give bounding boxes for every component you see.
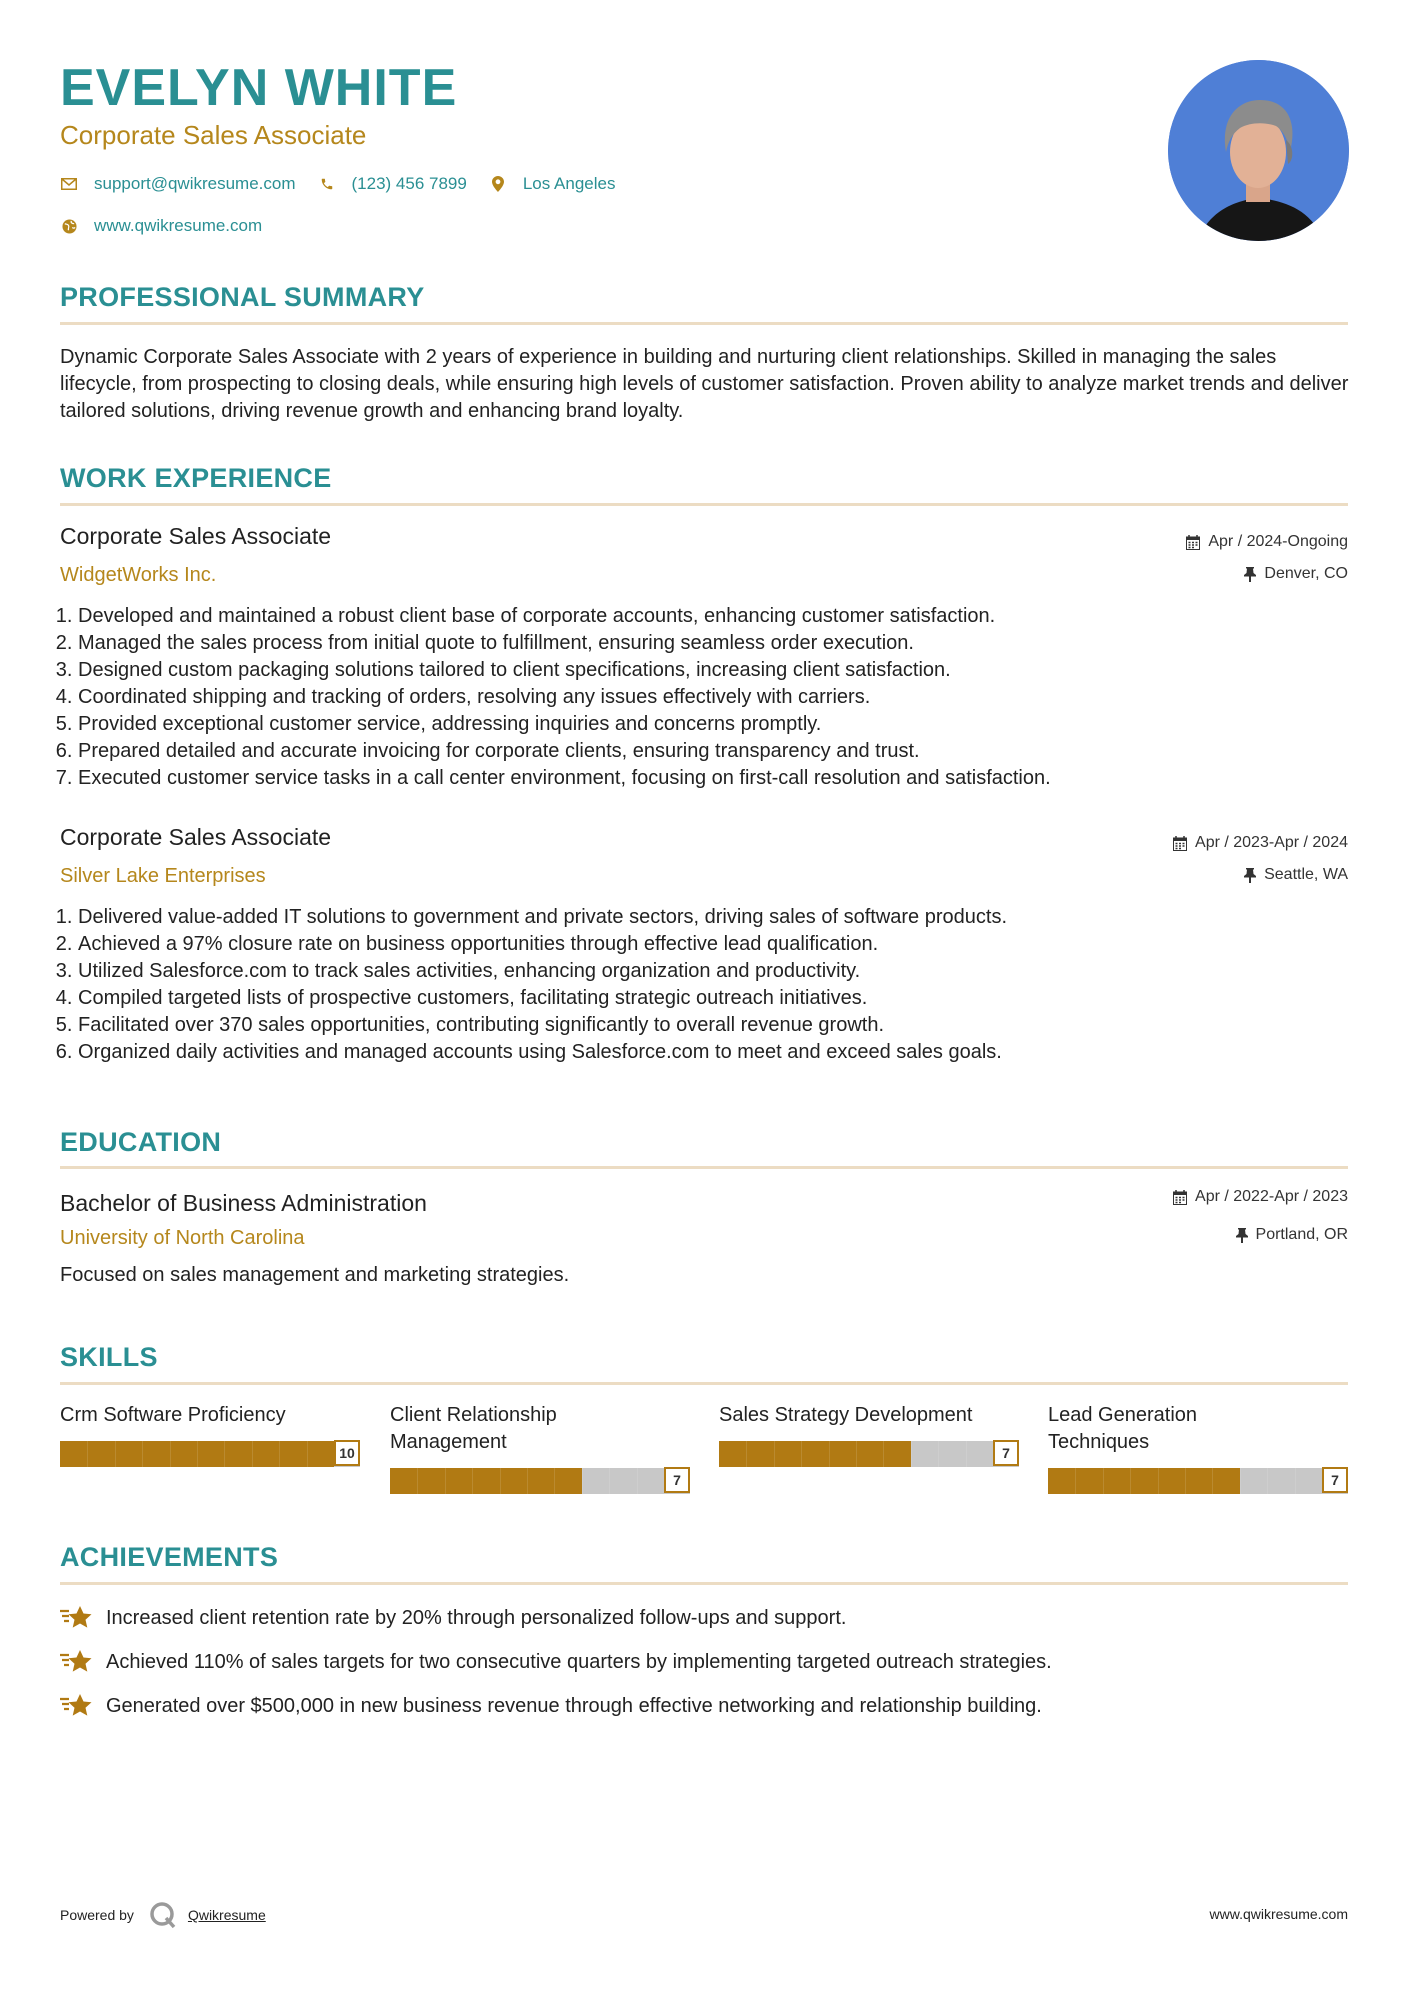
skill-bar-segment — [1185, 1468, 1186, 1494]
calendar-icon — [1173, 1190, 1187, 1205]
contact-row — [60, 174, 637, 194]
skill-bar-segment — [197, 1441, 198, 1467]
company-name: WidgetWorks Inc. — [60, 564, 217, 586]
list-item: 6. Organized daily activities and managed accounts using Salesforce.com to meet and exceed sales goals. — [78, 1039, 1328, 1066]
website-text: www.qwikresume.com — [94, 216, 263, 235]
job-bullets — [54, 603, 1328, 792]
achievements-section-header — [60, 1542, 1348, 1573]
phone-icon — [318, 175, 336, 193]
skill-name: Lead Generation Techniques — [1048, 1404, 1198, 1453]
star-icon — [60, 1647, 94, 1677]
skill-level-badge: 7 — [993, 1440, 1019, 1466]
section-divider — [60, 1166, 1348, 1169]
skill-bar-segment — [911, 1441, 912, 1467]
skills-heading: SKILLS — [60, 1342, 158, 1372]
skill-item — [719, 1402, 1019, 1461]
skill-level-bar — [1048, 1467, 1348, 1495]
globe-icon — [60, 217, 78, 235]
email-text: support@qwikresume.com — [94, 174, 296, 193]
calendar-icon — [1186, 535, 1200, 550]
section-divider — [60, 1382, 1348, 1385]
skill-bar-segment — [252, 1441, 253, 1467]
contact-row-2 — [60, 216, 284, 236]
list-item: 2. Achieved a 97% closure rate on business opportunities through effective lead qualification. — [78, 931, 1328, 958]
push-pin-icon — [1244, 868, 1256, 883]
achievement-item: Achieved 110% of sales targets for two consecutive quarters by implementing targeted outreach strategies. — [60, 1647, 1052, 1677]
skill-bar-segment — [307, 1441, 308, 1467]
calendar-icon — [1173, 836, 1187, 851]
experience-heading: WORK EXPERIENCE — [60, 463, 332, 493]
list-item: 2. Managed the sales process from initial quote to fulfillment, ensuring seamless order execution. — [78, 630, 1328, 657]
skill-bar-segment — [637, 1468, 638, 1494]
skill-bar-segment — [445, 1468, 446, 1494]
location-text: Los Angeles — [522, 174, 616, 193]
push-pin-icon — [1244, 567, 1256, 582]
profile-photo — [1168, 60, 1349, 241]
education-location: Portland, OR — [1236, 1226, 1348, 1244]
job-location: Denver, CO — [1244, 565, 1348, 583]
skill-bar-segment — [417, 1468, 418, 1494]
section-divider — [60, 503, 1348, 506]
skill-bar-segment — [774, 1441, 775, 1467]
achievement-item: Increased client retention rate by 20% through personalized follow-ups and support. — [60, 1603, 846, 1633]
envelope-icon — [60, 175, 78, 193]
summary-heading: PROFESSIONAL SUMMARY — [60, 282, 425, 312]
skills-section-header — [60, 1342, 1348, 1373]
list-item: 6. Prepared detailed and accurate invoicing for corporate clients, ensuring transparency and trust. — [78, 738, 1328, 765]
list-item: 5. Facilitated over 370 sales opportunities, contributing significantly to overall revenue growth. — [78, 1012, 1328, 1039]
skill-bar-segment — [966, 1441, 967, 1467]
brand-link[interactable]: Qwikresume — [187, 1907, 266, 1923]
skill-level-badge: 7 — [1322, 1467, 1348, 1493]
job-dates: Apr / 2024-Ongoing — [1186, 533, 1348, 551]
skill-bar-segment — [883, 1441, 884, 1467]
skill-bar-segment — [938, 1441, 939, 1467]
skill-bar-segment — [472, 1468, 473, 1494]
skill-item — [1048, 1402, 1348, 1488]
skill-level-bar — [390, 1467, 690, 1495]
skill-bar-segment — [224, 1441, 225, 1467]
skill-bar-segment — [1130, 1468, 1131, 1494]
list-item: 5. Provided exceptional customer service, addressing inquiries and concerns promptly. — [78, 711, 1328, 738]
skill-item — [390, 1402, 690, 1488]
footer-website[interactable]: www.qwikresume.com — [1209, 1906, 1348, 1922]
skill-name: Sales Strategy Development — [719, 1404, 973, 1426]
skill-bar-segment — [527, 1468, 528, 1494]
section-divider — [60, 322, 1348, 325]
push-pin-icon — [1236, 1228, 1248, 1243]
skill-bar-segment — [801, 1441, 802, 1467]
degree-title: Bachelor of Business Administration — [60, 1190, 427, 1216]
list-item: 7. Executed customer service tasks in a call center environment, focusing on first-call resolution and satisfaction. — [78, 765, 1328, 792]
list-item: 4. Coordinated shipping and tracking of orders, resolving any issues effectively with carriers. — [78, 684, 1328, 711]
achievements-heading: ACHIEVEMENTS — [60, 1542, 279, 1572]
job-location: Seattle, WA — [1244, 866, 1348, 884]
company-name: Silver Lake Enterprises — [60, 865, 266, 887]
summary-text: Dynamic Corporate Sales Associate with 2 years of experience in building and nurturing client relationships. Skilled in managing the sales lifecycle, from prospecting to closing deals, while ensuring high levels of customer satisfaction. Proven ability to analyze market trends and deliver tailored solutions, driving revenue growth and enhancing brand loyalty. — [60, 346, 1349, 422]
education-heading: EDUCATION — [60, 1127, 222, 1157]
candidate-title: Corporate Sales Associate — [60, 120, 367, 150]
skill-bar-segment — [746, 1441, 747, 1467]
skill-bar-segment — [1295, 1468, 1296, 1494]
experience-section-header — [60, 463, 1348, 494]
education-description: Focused on sales management and marketing strategies. — [60, 1264, 570, 1286]
job-bullets — [54, 904, 1328, 1066]
skill-bar-segment — [1158, 1468, 1159, 1494]
contact-phone[interactable] — [318, 174, 467, 194]
education-section-header — [60, 1127, 1348, 1158]
list-item: 3. Utilized Salesforce.com to track sales activities, enhancing organization and productivity. — [78, 958, 1328, 985]
summary-section-header — [60, 282, 1348, 313]
skill-bar-segment — [829, 1441, 830, 1467]
skill-bar-segment — [1103, 1468, 1104, 1494]
skill-bar-segment — [170, 1441, 171, 1467]
star-icon — [60, 1691, 94, 1721]
star-icon — [60, 1603, 94, 1633]
skill-bar-segment — [1075, 1468, 1076, 1494]
job-title: Corporate Sales Associate — [60, 824, 332, 850]
qwikresume-logo-icon — [148, 1900, 178, 1930]
skill-bar-segment — [554, 1468, 555, 1494]
skill-item — [60, 1402, 360, 1461]
skill-level-bar — [60, 1440, 360, 1468]
skill-level-badge: 10 — [334, 1440, 360, 1466]
achievement-item: Generated over $500,000 in new business revenue through effective networking and relationship building. — [60, 1691, 1042, 1721]
list-item: 4. Compiled targeted lists of prospective customers, facilitating strategic outreach initiatives. — [78, 985, 1328, 1012]
list-item: 1. Developed and maintained a robust client base of corporate accounts, enhancing customer satisfaction. — [78, 603, 1328, 630]
job-dates: Apr / 2023-Apr / 2024 — [1173, 834, 1348, 852]
skill-bar-segment — [87, 1441, 88, 1467]
skill-bar-segment — [1267, 1468, 1268, 1494]
school-name: University of North Carolina — [60, 1227, 305, 1249]
contact-website[interactable] — [60, 216, 262, 236]
skill-level-bar — [719, 1440, 1019, 1468]
skill-bar-segment — [582, 1468, 583, 1494]
skill-bar-segment — [115, 1441, 116, 1467]
contact-email[interactable] — [60, 174, 296, 194]
skill-bar-segment — [279, 1441, 280, 1467]
footer-powered-by: Powered by Qwikresume — [60, 1900, 266, 1930]
section-divider — [60, 1582, 1348, 1585]
contact-location — [489, 174, 616, 194]
skill-bar-segment — [1212, 1468, 1213, 1494]
job-title: Corporate Sales Associate — [60, 523, 332, 549]
education-dates: Apr / 2022-Apr / 2023 — [1173, 1188, 1348, 1206]
skill-bar-segment — [609, 1468, 610, 1494]
skill-bar-segment — [1240, 1468, 1241, 1494]
skill-bar-segment — [500, 1468, 501, 1494]
skill-name: Client Relationship Management — [390, 1404, 557, 1453]
list-item: 3. Designed custom packaging solutions tailored to client specifications, increasing client satisfaction. — [78, 657, 1328, 684]
skill-bar-segment — [856, 1441, 857, 1467]
phone-text: (123) 456 7899 — [351, 174, 467, 193]
candidate-name: EVELYN WHITE — [60, 59, 458, 117]
skill-name: Crm Software Proficiency — [60, 1404, 286, 1426]
map-pin-icon — [489, 175, 507, 193]
list-item: 1. Delivered value-added IT solutions to government and private sectors, driving sales of software products. — [78, 904, 1328, 931]
skill-level-badge: 7 — [664, 1467, 690, 1493]
skill-bar-segment — [142, 1441, 143, 1467]
